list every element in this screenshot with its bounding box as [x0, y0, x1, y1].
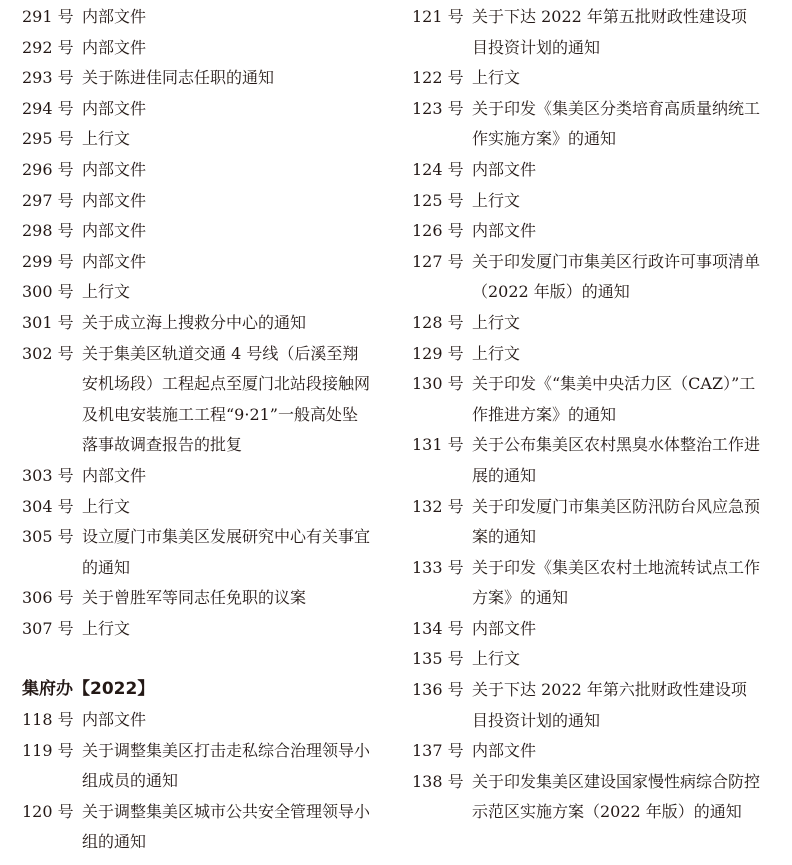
- list-item: [412, 216, 772, 247]
- left-column: [22, 2, 382, 858]
- entry-title: 关于印发厦门市集美区行政许可事项清单（2022 年版）的通知: [472, 251, 761, 302]
- entry-title: 内部文件: [82, 159, 147, 179]
- entry-title: 内部文件: [472, 741, 537, 761]
- list-item: [412, 736, 772, 767]
- list-item: [412, 675, 772, 736]
- entry-title: 关于调整集美区城市公共安全管理领导小组的通知: [82, 801, 371, 852]
- entry-title: 内部文件: [82, 251, 147, 271]
- entry-title: 关于曾胜军等同志任免职的议案: [82, 588, 307, 608]
- entry-title: 上行文: [82, 282, 131, 302]
- list-item: [412, 155, 772, 186]
- list-item: [22, 736, 382, 797]
- entry-number: 120 号: [22, 801, 74, 821]
- list-item: [412, 492, 772, 553]
- list-item: [412, 247, 772, 308]
- entry-number: 118 号: [22, 710, 74, 730]
- entry-title: 关于下达 2022 年第五批财政性建设项目投资计划的通知: [472, 7, 747, 57]
- entry-number: 294 号: [22, 98, 74, 118]
- entry-number: 126 号: [412, 221, 464, 241]
- entry-title: 内部文件: [82, 710, 147, 730]
- list-item: [22, 216, 382, 247]
- list-item: [22, 797, 382, 858]
- list-item: [22, 155, 382, 186]
- entry-title: 上行文: [472, 649, 521, 669]
- list-item: [412, 339, 772, 370]
- entry-number: 303 号: [22, 465, 74, 485]
- list-item: [22, 461, 382, 492]
- entry-number: 138 号: [412, 771, 464, 791]
- entry-number: 299 号: [22, 251, 74, 271]
- entry-number: 122 号: [412, 68, 464, 88]
- entry-number: 127 号: [412, 251, 464, 271]
- entry-title: 上行文: [82, 129, 131, 149]
- list-item: [412, 308, 772, 339]
- entry-number: 133 号: [412, 557, 464, 577]
- entry-number: 129 号: [412, 343, 464, 363]
- entry-title: 上行文: [472, 343, 521, 363]
- entry-title: 关于成立海上搜救分中心的通知: [82, 312, 307, 332]
- entry-title: 内部文件: [82, 7, 147, 26]
- list-item: [22, 2, 382, 33]
- list-item: [22, 247, 382, 278]
- entry-number: 302 号: [22, 343, 74, 363]
- entry-title: 内部文件: [82, 465, 147, 485]
- entry-number: 292 号: [22, 37, 74, 57]
- list-item: [22, 124, 382, 155]
- entry-number: 307 号: [22, 618, 74, 638]
- entry-title: 设立厦门市集美区发展研究中心有关事宜的通知: [82, 527, 371, 577]
- entry-title: 上行文: [82, 496, 131, 516]
- list-item: [22, 63, 382, 94]
- list-item: [22, 94, 382, 125]
- list-item: [412, 553, 772, 614]
- list-item: [22, 33, 382, 64]
- entry-title: 内部文件: [82, 98, 147, 118]
- section-heading: 集府办【2022】: [22, 679, 155, 700]
- entry-number: 305 号: [22, 527, 74, 547]
- list-item: [412, 94, 772, 155]
- entry-title: 上行文: [82, 618, 131, 638]
- entry-number: 297 号: [22, 190, 74, 210]
- entry-title: 内部文件: [472, 618, 537, 638]
- entry-number: 136 号: [412, 680, 464, 700]
- entry-number: 135 号: [412, 649, 464, 669]
- entry-number: 306 号: [22, 588, 74, 608]
- entry-title: 关于印发《集美区农村土地流转试点工作方案》的通知: [472, 557, 761, 608]
- list-item: [412, 430, 772, 491]
- entry-number: 125 号: [412, 190, 464, 210]
- list-item: [412, 614, 772, 645]
- entry-title: 关于下达 2022 年第六批财政性建设项目投资计划的通知: [472, 680, 747, 730]
- entry-number: 132 号: [412, 496, 464, 516]
- right-column: [412, 2, 772, 828]
- entry-title: 上行文: [472, 312, 521, 332]
- entry-number: 128 号: [412, 312, 464, 332]
- entry-title: 关于印发厦门市集美区防汛防台风应急预案的通知: [472, 496, 761, 547]
- entry-number: 119 号: [22, 740, 74, 760]
- entry-number: 301 号: [22, 312, 74, 332]
- list-item: [22, 522, 382, 583]
- entry-number: 124 号: [412, 159, 464, 179]
- entry-title: 关于印发集美区建设国家慢性病综合防控示范区实施方案（2022 年版）的通知: [472, 771, 761, 822]
- entry-number: 131 号: [412, 435, 464, 455]
- entry-number: 137 号: [412, 741, 464, 761]
- list-item: [412, 2, 772, 63]
- list-item: [22, 308, 382, 339]
- entry-number: 123 号: [412, 98, 464, 118]
- list-item: [412, 369, 772, 430]
- list-item: [22, 614, 382, 645]
- list-item: [22, 186, 382, 217]
- entry-number: 291 号: [22, 7, 74, 26]
- list-item: [22, 277, 382, 308]
- entry-title: 关于调整集美区打击走私综合治理领导小组成员的通知: [82, 740, 371, 791]
- entry-number: 130 号: [412, 374, 464, 394]
- entry-title: 内部文件: [472, 159, 537, 179]
- left-entries-a: [22, 2, 382, 644]
- entry-title: 内部文件: [82, 190, 147, 210]
- entry-title: 关于集美区轨道交通 4 号线（后溪至翔安机场段）工程起点至厦门北站段接触网及机电安装施工工程“9·21”一般高处坠落事故调查报告的批复: [82, 343, 371, 455]
- list-item: [22, 339, 382, 461]
- entry-title: 关于公布集美区农村黑臭水体整治工作进展的通知: [472, 435, 761, 485]
- entry-number: 298 号: [22, 221, 74, 241]
- entry-number: 293 号: [22, 68, 74, 88]
- entry-number: 121 号: [412, 7, 464, 26]
- entry-title: 上行文: [472, 190, 521, 210]
- entry-number: 300 号: [22, 282, 74, 302]
- entry-title: 内部文件: [472, 221, 537, 241]
- entry-number: 134 号: [412, 618, 464, 638]
- left-entries-b: [22, 705, 382, 858]
- list-item: [412, 644, 772, 675]
- entry-title: 内部文件: [82, 37, 147, 57]
- entry-number: 296 号: [22, 159, 74, 179]
- entry-title: 关于印发《集美区分类培育高质量纳统工作实施方案》的通知: [472, 98, 761, 149]
- list-item: [412, 186, 772, 217]
- list-item: [412, 63, 772, 94]
- list-item: [22, 583, 382, 614]
- entry-title: 关于陈进佳同志任职的通知: [82, 68, 275, 88]
- list-item: [412, 767, 772, 828]
- list-item: [22, 492, 382, 523]
- entry-number: 304 号: [22, 496, 74, 516]
- entry-title: 关于印发《“集美中央活力区（CAZ）”工作推进方案》的通知: [472, 374, 756, 424]
- entry-number: 295 号: [22, 129, 74, 149]
- list-item: [22, 705, 382, 736]
- entry-title: 内部文件: [82, 221, 147, 241]
- entry-title: 上行文: [472, 68, 521, 88]
